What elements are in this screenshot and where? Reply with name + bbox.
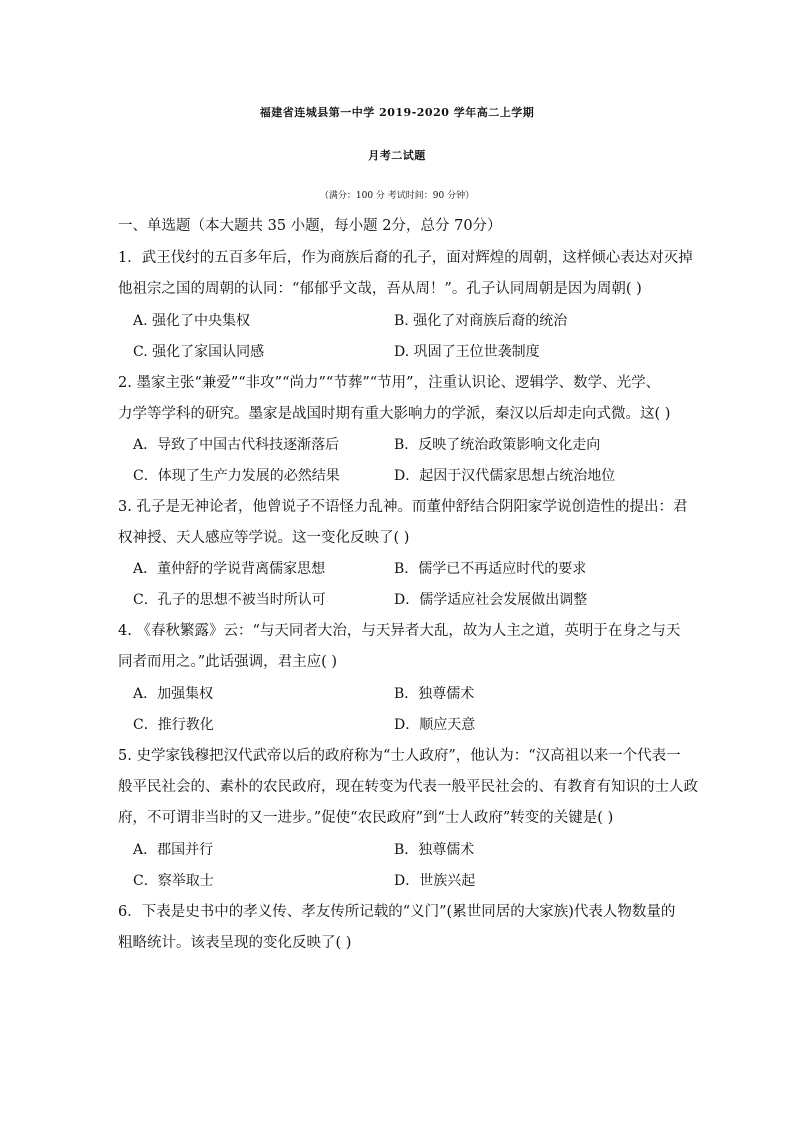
question-6-line-1: 6．下表是史书中的孝义传、孝友传所记载的“义门”(累世同居的大家族)代表人物数量的: [118, 904, 676, 920]
question-3-option-b: B．儒学已不再适应时代的要求: [394, 561, 587, 577]
question-1-option-c: C. 强化了家国认同感: [133, 344, 265, 360]
question-5-option-d: D．世族兴起: [394, 873, 476, 889]
question-5-option-c: C．察举取士: [133, 873, 214, 889]
question-6-line-2: 粗略统计。该表呈现的变化反映了( ): [118, 935, 352, 951]
question-3-option-d: D．儒学适应社会发展做出调整: [394, 592, 588, 608]
question-2-option-a: A．导致了中国古代科技逐渐落后: [133, 437, 340, 453]
question-2-line-1: 2. 墨家主张“兼爱”“非攻”“尚力”“节葬”“节用”，注重认识论、逻辑学、数学、光学、: [118, 375, 661, 391]
question-2-option-c: C．体现了生产力发展的必然结果: [133, 468, 340, 484]
question-4-option-d: D．顺应天意: [394, 717, 476, 733]
question-5-line-1: 5. 史学家钱穆把汉代武帝以后的政府称为“士人政府”，他认为：“汉高祖以来一个代表一: [118, 748, 681, 764]
question-4-option-a: A．加强集权: [133, 686, 214, 702]
question-1-option-d: D. 巩固了王位世袭制度: [394, 344, 540, 360]
exam-info: （满分：100 分 考试时间：90 分钟）: [319, 191, 475, 201]
question-5-line-2: 般平民社会的、素朴的农民政府，现在转变为代表一般平民社会的、有教育有知识的士人政: [118, 779, 698, 795]
question-4-option-b: B．独尊儒术: [394, 686, 475, 702]
page-title-line-2: 月考二试题: [368, 149, 426, 162]
section-heading: 一、单选题（本大题共 35 小题，每小题 2分，总分 70分）: [118, 218, 502, 234]
page-title-line-1: 福建省连城县第一中学 2019-2020 学年高二上学期: [259, 106, 535, 119]
question-4-line-2: 同者而用之。”此话强调，君主应( ): [118, 654, 338, 670]
question-5-option-b: B．独尊儒术: [394, 842, 475, 858]
question-3-line-2: 权神授、天人感应等学说。这一变化反映了( ): [118, 530, 410, 546]
question-2-option-b: B．反映了统治政策影响文化走向: [394, 437, 601, 453]
question-5-option-a: A．郡国并行: [133, 842, 214, 858]
question-3-option-c: C．孔子的思想不被当时所认可: [133, 592, 326, 608]
question-3-option-a: A．董仲舒的学说背离儒家思想: [133, 561, 326, 577]
question-2-option-d: D．起因于汉代儒家思想占统治地位: [394, 468, 616, 484]
question-1-option-b: B. 强化了对商族后裔的统治: [394, 313, 568, 329]
question-1-option-a: A. 强化了中央集权: [133, 313, 251, 329]
question-2-line-2: 力学等学科的研究。墨家是战国时期有重大影响力的学派，秦汉以后却走向式微。这( ): [118, 406, 671, 422]
question-1-line-2: 他祖宗之国的周朝的认同：“郁郁乎文哉，吾从周！”。孔子认同周朝是因为周朝( ): [118, 281, 642, 297]
question-3-line-1: 3. 孔子是无神论者，他曾说子不语怪力乱神。而董仲舒结合阴阳家学说创造性的提出：君: [118, 499, 688, 515]
question-5-line-3: 府，不可谓非当时的又一进步。”促使“农民政府”到“士人政府”转变的关键是( ): [118, 810, 614, 826]
question-1-line-1: 1．武王伐纣的五百多年后，作为商族后裔的孔子，面对辉煌的周朝，这样倾心表达对灭掉: [118, 250, 693, 266]
question-4-line-1: 4. 《春秋繁露》云：“与天同者大治，与天异者大乱，故为人主之道，英明于在身之与天: [118, 623, 681, 639]
question-4-option-c: C．推行教化: [133, 717, 214, 733]
